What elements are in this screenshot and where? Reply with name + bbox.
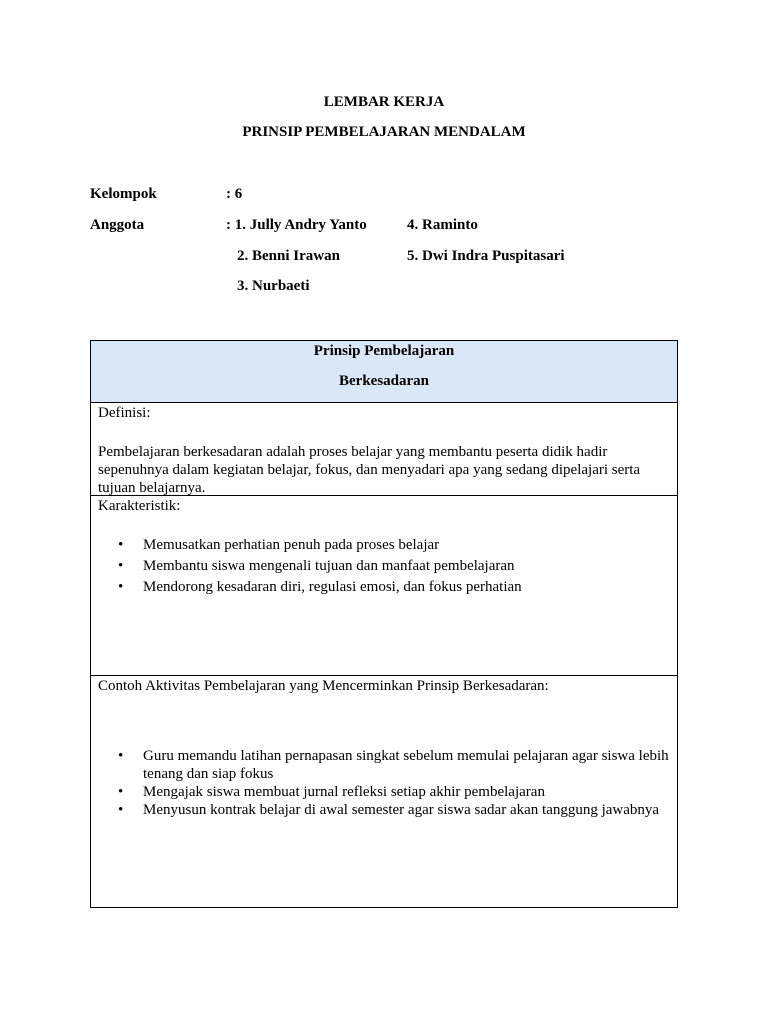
table-header <box>91 341 677 403</box>
kelompok-value: : 6 <box>226 186 243 202</box>
anggota-member-3: 3. Nurbaeti <box>237 278 310 294</box>
table-header-line-2: Berkesadaran <box>339 373 429 389</box>
karakteristik-list <box>91 536 677 596</box>
kelompok-label: Kelompok <box>90 186 157 202</box>
definisi-text: Pembelajaran berkesadaran adalah proses belajar yang membantu peserta didik hadir sepenuhnya dalam kegiatan belajar, fokus, dan menyadari apa yang sedang dipelajari serta tujuan belajarnya. <box>98 444 641 496</box>
karakteristik-row <box>91 496 677 676</box>
anggota-member-2: 2. Benni Irawan <box>237 248 340 264</box>
list-item: • Mendorong kesadaran diri, regulasi emosi, dan fokus perhatian <box>118 579 522 595</box>
bullet-icon: • <box>118 558 124 574</box>
list-item: • Membantu siswa mengenali tujuan dan manfaat pembelajaran <box>118 558 515 574</box>
anggota-member-4: 4. Raminto <box>407 217 478 233</box>
list-item: • Mengajak siswa membuat jurnal refleksi setiap akhir pembelajaran <box>118 784 545 800</box>
definisi-row <box>91 403 677 496</box>
definisi-label: Definisi: <box>98 405 151 421</box>
bullet-icon: • <box>118 748 124 764</box>
bullet-icon: • <box>118 537 124 553</box>
anggota-member-5: 5. Dwi Indra Puspitasari <box>407 248 565 264</box>
bullet-icon: • <box>118 579 124 595</box>
document-title: LEMBAR KERJA <box>323 94 445 110</box>
anggota-member-1: : 1. Jully Andry Yanto <box>226 217 367 233</box>
list-item: • Guru memandu latihan pernapasan singkat sebelum memulai pelajaran agar siswa lebih tenang dan siap fokus <box>118 748 669 782</box>
bullet-icon: • <box>118 802 124 818</box>
table-header-line-1: Prinsip Pembelajaran <box>313 343 455 359</box>
contoh-label: Contoh Aktivitas Pembelajaran yang Mencerminkan Prinsip Berkesadaran: <box>98 678 549 694</box>
bullet-icon: • <box>118 784 124 800</box>
contoh-list <box>91 747 677 819</box>
list-item: • Menyusun kontrak belajar di awal semester agar siswa sadar akan tanggung jawabnya <box>118 802 660 818</box>
principle-table <box>90 340 678 908</box>
document-subtitle: PRINSIP PEMBELAJARAN MENDALAM <box>242 124 526 140</box>
anggota-label: Anggota <box>90 217 145 233</box>
karakteristik-label: Karakteristik: <box>98 498 181 514</box>
list-item: • Memusatkan perhatian penuh pada proses belajar <box>118 537 440 553</box>
contoh-row <box>91 676 677 907</box>
